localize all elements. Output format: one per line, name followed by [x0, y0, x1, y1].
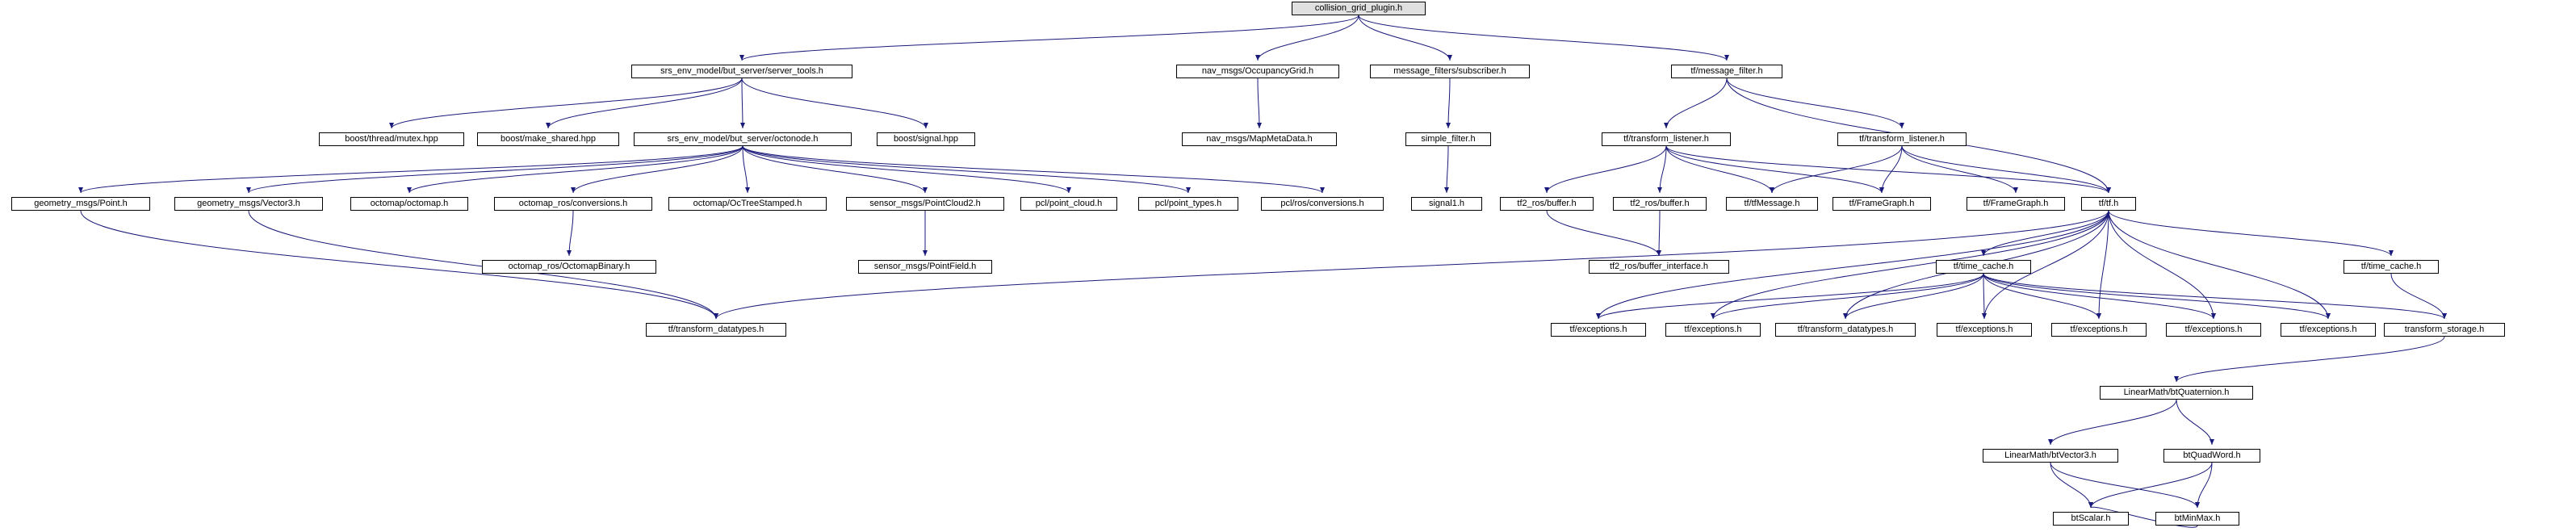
graph-node[interactable]: geometry_msgs/Vector3.h — [174, 197, 323, 211]
graph-edge — [1713, 211, 2109, 319]
graph-edge — [1447, 146, 1448, 193]
graph-node[interactable]: octomap/OcTreeStamped.h — [668, 197, 827, 211]
graph-node[interactable]: btScalar.h — [2053, 512, 2129, 526]
graph-edge — [743, 146, 1069, 193]
graph-edge — [742, 15, 1359, 61]
graph-edge — [573, 146, 743, 193]
graph-node[interactable]: pcl/ros/conversions.h — [1261, 197, 1384, 211]
graph-node[interactable]: tf/tfMessage.h — [1726, 197, 1818, 211]
graph-node[interactable]: boost/make_shared.hpp — [477, 132, 619, 146]
graph-edge — [1258, 78, 1259, 128]
graph-edge — [1983, 274, 2214, 319]
graph-edge — [2099, 211, 2109, 319]
graph-edge — [569, 211, 573, 256]
graph-edge — [1713, 274, 1983, 319]
graph-edge — [1772, 146, 1902, 193]
graph-edge — [1666, 146, 1882, 193]
graph-node[interactable]: tf/tf.h — [2081, 197, 2136, 211]
graph-node[interactable]: tf/time_cache.h — [2344, 260, 2439, 274]
graph-edge — [2197, 463, 2212, 508]
graph-edge — [1258, 15, 1359, 61]
graph-edge — [2109, 211, 2214, 319]
graph-edge — [1882, 146, 1902, 193]
graph-edge — [2109, 211, 2391, 256]
graph-edge — [392, 78, 742, 128]
graph-node[interactable]: pcl/point_cloud.h — [1020, 197, 1117, 211]
graph-edge — [742, 78, 926, 128]
graph-node[interactable]: btMinMax.h — [2155, 512, 2239, 526]
graph-node[interactable]: collision_grid_plugin.h — [1292, 2, 1426, 15]
graph-edge — [2176, 337, 2444, 382]
graph-edge — [743, 146, 1188, 193]
graph-edge — [1659, 211, 1660, 256]
graph-edge — [743, 146, 1322, 193]
graph-node[interactable]: transform_storage.h — [2384, 323, 2505, 337]
graph-node[interactable]: tf/FrameGraph.h — [1833, 197, 1931, 211]
graph-node[interactable]: tf/exceptions.h — [2281, 323, 2376, 337]
graph-edge — [1448, 78, 1450, 128]
graph-node[interactable]: LinearMath/btVector3.h — [1983, 449, 2118, 463]
graph-node[interactable]: srs_env_model/but_server/server_tools.h — [631, 65, 852, 78]
graph-edge — [2050, 400, 2176, 445]
graph-node[interactable]: sensor_msgs/PointCloud2.h — [846, 197, 1004, 211]
graph-edge — [1598, 274, 1983, 319]
graph-node[interactable]: tf2_ros/buffer_interface.h — [1589, 260, 1729, 274]
graph-edge — [2050, 463, 2091, 508]
graph-edge — [1983, 274, 2099, 319]
graph-node[interactable]: srs_env_model/but_server/octonode.h — [634, 132, 852, 146]
graph-edge — [1983, 274, 2328, 319]
graph-node[interactable]: LinearMath/btQuaternion.h — [2100, 386, 2253, 400]
graph-edge — [2050, 463, 2197, 508]
graph-edge — [1983, 274, 2444, 319]
graph-edge — [743, 146, 748, 193]
graph-node[interactable]: tf/exceptions.h — [2166, 323, 2261, 337]
graph-node[interactable]: tf/exceptions.h — [1665, 323, 1761, 337]
graph-edge — [742, 78, 743, 128]
graph-edge — [1902, 146, 2109, 193]
graph-node[interactable]: tf2_ros/buffer.h — [1500, 197, 1594, 211]
graph-node[interactable]: nav_msgs/MapMetaData.h — [1182, 132, 1337, 146]
graph-edge — [1666, 146, 1772, 193]
graph-edge — [548, 78, 742, 128]
graph-edge — [1359, 15, 1727, 61]
graph-node[interactable]: btQuadWord.h — [2163, 449, 2260, 463]
graph-edge — [1983, 211, 2109, 256]
graph-edge — [1845, 274, 1983, 319]
graph-node[interactable]: tf/message_filter.h — [1671, 65, 1782, 78]
graph-edge — [1727, 78, 1902, 128]
graph-node[interactable]: tf/transform_listener.h — [1602, 132, 1731, 146]
graph-edge — [2109, 211, 2328, 319]
graph-edge — [1902, 146, 2016, 193]
graph-node[interactable]: octomap_ros/OctomapBinary.h — [482, 260, 656, 274]
graph-node[interactable]: nav_msgs/OccupancyGrid.h — [1176, 65, 1339, 78]
graph-node[interactable]: tf/transform_datatypes.h — [646, 323, 786, 337]
graph-edge — [1547, 146, 1666, 193]
graph-node[interactable]: tf/transform_datatypes.h — [1775, 323, 1916, 337]
graph-node[interactable]: message_filters/subscriber.h — [1370, 65, 1530, 78]
graph-node[interactable]: signal1.h — [1411, 197, 1482, 211]
graph-edge — [1547, 211, 1659, 256]
graph-node[interactable]: tf/exceptions.h — [1937, 323, 2032, 337]
graph-node[interactable]: tf/exceptions.h — [2051, 323, 2147, 337]
graph-edge — [249, 146, 743, 193]
graph-edge — [1660, 146, 1666, 193]
graph-edge — [1359, 15, 1450, 61]
graph-node[interactable]: tf/transform_listener.h — [1837, 132, 1967, 146]
graph-edge — [2391, 274, 2444, 319]
graph-edge — [1666, 78, 1727, 128]
graph-node[interactable]: geometry_msgs/Point.h — [11, 197, 150, 211]
graph-edge — [2091, 463, 2212, 508]
graph-edge — [1666, 146, 2109, 193]
graph-edge — [1983, 274, 1984, 319]
graph-node[interactable]: tf/FrameGraph.h — [1967, 197, 2065, 211]
graph-edge — [2176, 400, 2212, 445]
graph-node[interactable]: pcl/point_types.h — [1138, 197, 1238, 211]
graph-node[interactable]: tf2_ros/buffer.h — [1613, 197, 1707, 211]
graph-node[interactable]: octomap_ros/conversions.h — [494, 197, 652, 211]
graph-edge — [81, 146, 743, 193]
graph-node[interactable]: tf/time_cache.h — [1936, 260, 2031, 274]
graph-node[interactable]: simple_filter.h — [1405, 132, 1491, 146]
graph-node[interactable]: boost/thread/mutex.hpp — [319, 132, 464, 146]
graph-edge — [743, 146, 925, 193]
graph-node[interactable]: boost/signal.hpp — [877, 132, 975, 146]
graph-node[interactable]: octomap/octomap.h — [350, 197, 468, 211]
graph-node[interactable]: sensor_msgs/PointField.h — [858, 260, 992, 274]
graph-edge — [409, 146, 743, 193]
graph-node[interactable]: tf/exceptions.h — [1551, 323, 1646, 337]
